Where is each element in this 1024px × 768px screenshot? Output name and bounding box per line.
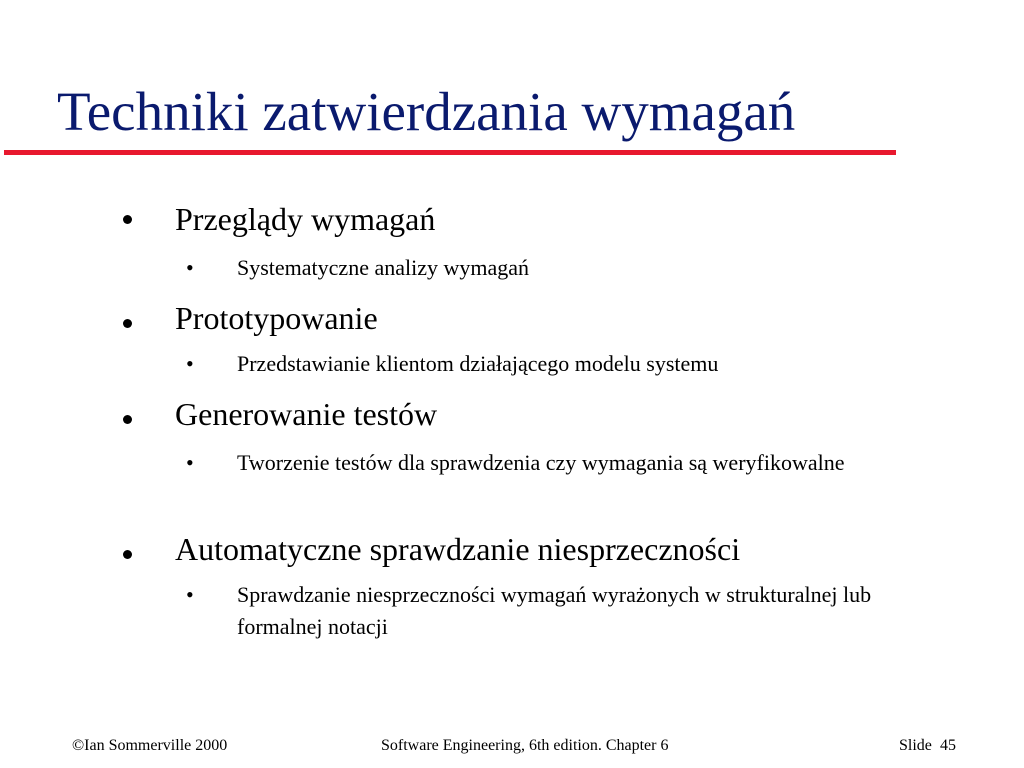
bullet-dot [123,319,132,328]
footer-slide-label: Slide [899,737,932,754]
sub-bullet-item: Przedstawianie klientom działającego modelu systemu [237,351,719,376]
sub-bullet-dot: • [186,582,194,607]
bullet-dot [123,215,132,224]
bullet-dot [123,415,132,424]
sub-bullet-dot: • [186,255,194,280]
sub-bullet-item: Systematyczne analizy wymagań [237,255,530,280]
sub-bullet-dot: • [186,351,194,376]
sub-bullet-item: Sprawdzanie niesprzeczności wymagań wyrażonych w strukturalnej lub formalnej notacji [237,582,872,639]
sub-bullet-dot: • [186,450,194,475]
slide-title: Techniki zatwierdzania wymagań [57,81,796,142]
footer-copyright: ©Ian Sommerville 2000 [72,737,228,754]
bullet-item: Prototypowanie [175,300,378,336]
title-underline [4,150,896,155]
bullet-dot [123,550,132,559]
bullet-item: Przeglądy wymagań [175,201,436,237]
footer-slide-number: 45 [940,737,956,754]
bullet-item: Generowanie testów [175,396,438,432]
sub-bullet-item: Tworzenie testów dla sprawdzenia czy wymagania są weryfikowalne [237,450,845,475]
footer-book-title: Software Engineering, 6th edition. Chapter 6 [381,737,669,754]
bullet-item: Automatyczne sprawdzanie niesprzeczności [175,531,741,567]
